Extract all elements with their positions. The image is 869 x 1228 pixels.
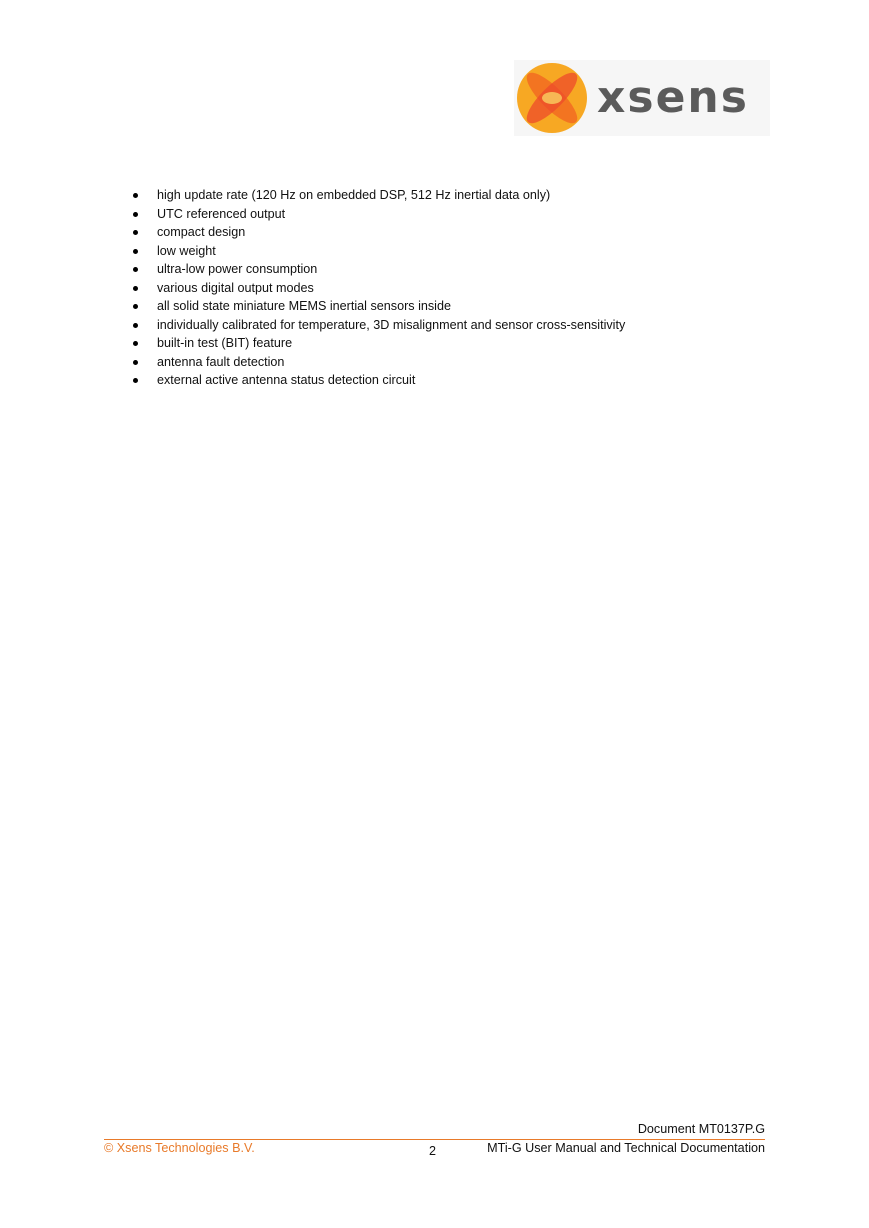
page-number: 2 [429, 1144, 437, 1158]
bullet-icon [133, 286, 138, 291]
document-title: MTi-G User Manual and Technical Documentation [487, 1141, 765, 1155]
feature-text: external active antenna status detection circuit [157, 373, 416, 387]
feature-text: all solid state miniature MEMS inertial sensors inside [157, 299, 451, 313]
bullet-icon [133, 304, 138, 309]
copyright-notice: © Xsens Technologies B.V. [104, 1141, 255, 1155]
list-item [130, 316, 790, 335]
feature-text: low weight [157, 243, 216, 258]
feature-text: individually calibrated for temperature, 3D misalignment and sensor cross-sensitivity [157, 317, 626, 332]
bullet-icon [133, 193, 138, 198]
feature-section [130, 186, 790, 390]
bullet-icon [133, 360, 138, 365]
list-item [130, 242, 790, 261]
list-item [130, 260, 790, 279]
bullet-icon [133, 341, 138, 346]
list-item [130, 205, 790, 224]
feature-text: built-in test (BIT) feature [157, 336, 293, 350]
xsens-logo [514, 60, 770, 136]
list-item [130, 371, 790, 390]
xsens-wordmark: xsens [597, 72, 749, 123]
bullet-icon [133, 267, 138, 272]
feature-text: high update rate (120 Hz on embedded DSP, 512 Hz inertial data only) [157, 188, 551, 202]
list-item [130, 334, 790, 353]
list-item [130, 223, 790, 242]
feature-text: ultra-low power consumption [157, 262, 318, 276]
bullet-icon [133, 230, 138, 235]
footer-divider [104, 1139, 765, 1140]
bullet-icon [133, 212, 138, 217]
list-item [130, 186, 790, 205]
xsens-logo-icon [514, 60, 594, 140]
list-item [130, 279, 790, 298]
feature-text: compact design [157, 225, 246, 239]
bullet-icon [133, 249, 138, 254]
feature-text: UTC referenced output [157, 206, 286, 221]
feature-list [130, 186, 790, 390]
bullet-icon [133, 323, 138, 328]
bullet-icon [133, 378, 138, 383]
document-id: Document MT0137P.G [637, 1122, 765, 1136]
feature-text: antenna fault detection [157, 354, 285, 369]
list-item [130, 353, 790, 372]
list-item [130, 297, 790, 316]
feature-text: various digital output modes [157, 280, 314, 295]
